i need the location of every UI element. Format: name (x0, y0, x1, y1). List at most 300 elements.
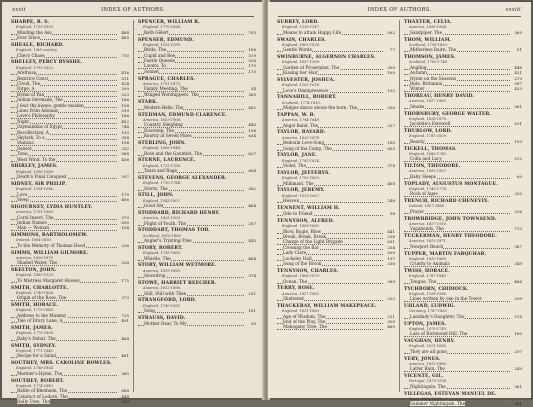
poem-row (277, 211, 395, 216)
poem-page-number: 166 (121, 113, 129, 119)
poem-title: Beth Gêlert (144, 29, 169, 35)
poem-title: Hymn on the Seasons (410, 75, 457, 81)
author-dates: England, 1670-1749. (409, 326, 448, 331)
poem-title: Country Sleighing (144, 122, 183, 128)
index-column (11, 20, 129, 405)
poem-title: Jacobite's Farewell (410, 121, 451, 127)
poem-title: Ode to Friend (283, 211, 313, 217)
index-column (138, 20, 256, 394)
poem-page-number: 250 (514, 191, 522, 197)
poem-title: Smoke (410, 103, 425, 109)
author-dates: America, 1827-1916. (409, 221, 448, 226)
poem-title: Love (17, 191, 28, 197)
poem-title: Kearny at Seven Pines (144, 133, 192, 139)
author-dates: England, 1810-1889. (409, 256, 448, 261)
author-entry (404, 234, 522, 249)
poem-row (404, 279, 522, 284)
poem-row (277, 163, 395, 168)
author-dates: England, 1811-1863. (282, 309, 321, 314)
poem-page-number: 511 (121, 75, 129, 81)
author-entry (138, 38, 256, 75)
poem-title: Locksley Hall (283, 255, 312, 261)
poem-row (138, 238, 256, 243)
poem-page-number: 256 (514, 208, 522, 214)
poem-page-number: 211 (387, 313, 395, 319)
poem-page-number: 251 (248, 290, 256, 296)
poem-title: Autumn (410, 70, 427, 76)
author-name: TICKELL, THOMAS. (404, 146, 457, 152)
poem-row (138, 256, 256, 261)
poem-row (404, 261, 522, 266)
poem-row (404, 401, 522, 406)
author-name: SMITH, SYDNEY. (11, 343, 57, 349)
author-name: VAUGHAN, HENRY. (404, 339, 455, 345)
poem-row (404, 121, 522, 126)
author-entry (404, 339, 522, 354)
poem-page-number: 361 (514, 383, 522, 389)
poem-row (404, 209, 522, 214)
poem-page-number: 725 (121, 312, 129, 318)
author-dates: England, 1740-1778. (409, 186, 448, 191)
poem-row (11, 197, 129, 202)
author-entry (11, 60, 129, 162)
poem-page-number: 406 (121, 197, 129, 203)
poem-row (138, 92, 256, 97)
author-dates: England, 1713-1768. (143, 163, 182, 168)
author-dates: America, 1813-1871. (409, 239, 448, 244)
poem-row (277, 88, 395, 93)
poem-title: Age of Wisdom, The (283, 313, 326, 319)
page-number: xxxiii (505, 7, 521, 13)
author-entry (11, 43, 129, 58)
author-entry (404, 304, 522, 319)
poem-page-number: 484 (121, 29, 129, 35)
author-name: TENNYSON, ALFRED. (277, 218, 335, 224)
poem-title: Vagabonds, The (410, 226, 444, 232)
author-dates: England, 1780-1855. (143, 303, 182, 308)
poem-title: Whistle, The (144, 255, 171, 261)
author-name: TUPPER, MARTIN FARQUHAR. (404, 251, 487, 257)
poem-title: Love's Philosophy (17, 113, 55, 119)
poem-title: Winter (410, 86, 425, 92)
poem-page-number: 373 (121, 295, 129, 301)
poem-page-number: 695 (121, 219, 129, 225)
poem-page-number: 194 (121, 140, 129, 146)
poem-page-number: 297 (514, 348, 522, 354)
poem-page-number: 631 (387, 239, 395, 245)
author-entry (138, 20, 256, 35)
poem-title: Storm, The (144, 185, 168, 191)
poem-page-number: 382 (248, 185, 256, 191)
author-entry (277, 269, 395, 284)
poem-title: Still, Still with Thee (144, 290, 187, 296)
author-entry (11, 205, 129, 231)
poem-title: Tears and Rage (144, 168, 178, 174)
author-entry (404, 322, 522, 337)
poem-title: Doorstep, The (144, 127, 175, 133)
author-entry (11, 303, 129, 324)
poem-title: Shaded Water, The (17, 260, 58, 266)
index-column (404, 20, 522, 407)
author-entry (277, 171, 395, 186)
poem-title: Tale of Drury Lane, A (17, 318, 63, 324)
poem-title: Cloud, The (17, 80, 41, 86)
poem-page-number: 104 (121, 225, 129, 231)
author-name: SHARPE, R. S. (11, 20, 50, 25)
author-entry (404, 269, 522, 284)
poem-row (404, 174, 522, 179)
author-entry (404, 38, 522, 53)
author-entry (277, 78, 395, 93)
page-header (278, 6, 521, 17)
poem-page-number: 655 (387, 145, 395, 151)
author-name: SHEALE, RICHARD. (11, 42, 64, 48)
author-dates: England, 1828-1876. (409, 116, 448, 121)
poem-title: Song of the Brook (283, 261, 322, 267)
author-entry (138, 100, 256, 111)
poem-title: Modern Belle, The (144, 104, 184, 110)
poem-page-number: 299 (121, 86, 129, 92)
author-entry (404, 164, 522, 179)
poem-title: Rule, Britannia (410, 80, 443, 86)
poem-page-number: 59 (250, 321, 256, 327)
author-entry (404, 199, 522, 214)
author-name: SPRAGUE, CHARLES. (138, 76, 196, 82)
author-dates: England, 1563-1618. (282, 83, 321, 88)
author-entry (11, 233, 129, 248)
poem-title: To Mistress Margaret Hussey (17, 277, 80, 283)
poem-page-number: 466 (514, 278, 522, 284)
poem-row (277, 324, 395, 329)
author-dates: America, 1835-1907. (409, 169, 448, 174)
author-dates: America, 1819-1895. (143, 268, 182, 273)
author-entry (404, 20, 522, 35)
poem-page-number: 193 (514, 138, 522, 144)
poem-page-number: 443 (248, 238, 256, 244)
author-name: STORY, ROBERT. (138, 245, 183, 251)
author-name: STEVENS, GEORGE ALEXANDER. (138, 175, 227, 181)
author-dates: England, 1781-1829. (409, 134, 448, 139)
author-name: TRENCH, RICHARD CHENEVIX. (404, 199, 490, 205)
poem-page-number: 336 (387, 261, 395, 267)
author-entry (277, 206, 395, 217)
poem-page-number: 193 (121, 129, 129, 135)
poem-page-number: 482 (248, 104, 256, 110)
author-name: SWAIN, CHARLES. (277, 37, 327, 43)
author-dates: England, 1621-1695. (409, 344, 448, 349)
poem-row (11, 260, 129, 265)
author-entry (11, 379, 129, 405)
author-dates: America, 1836-1894. (409, 25, 448, 30)
poem-page-number: 444 (121, 393, 129, 399)
author-dates: England, 1771-1845. (16, 348, 55, 353)
author-dates: Germany, 1787-1862. (409, 309, 449, 314)
poem-page-number: 236 (121, 242, 129, 248)
poem-row (11, 295, 129, 300)
poem-title: Lines from Adonais (17, 107, 59, 113)
poem-title: Battle of Blenheim, The (17, 388, 68, 394)
author-dates: England, 1596-1666. (16, 169, 55, 174)
author-name: VILLEGAS, ESTEVAN MANUEL DE. (404, 391, 497, 397)
poem-page-number: 688 (121, 388, 129, 394)
poem-page-number: 300 (387, 64, 395, 70)
author-name: STORY, WILLIAM WETMORE. (138, 263, 217, 269)
poem-title: Arethusa (17, 70, 37, 76)
poem-page-number: 710 (121, 52, 129, 58)
author-entry (404, 94, 522, 109)
poem-title: Mariner's Hymn, The (17, 370, 63, 376)
author-entry (138, 176, 256, 191)
poem-page-number: 433 (514, 86, 522, 92)
author-entry (138, 141, 256, 156)
author-entry (11, 182, 129, 203)
poem-title: Time (17, 151, 28, 157)
author-dates: America, 1813-1880. (409, 361, 448, 366)
author-name: TENNYSON, CHARLES. (277, 268, 339, 274)
poem-title: Break, Break, Break (283, 234, 327, 240)
author-entry (138, 113, 256, 139)
poem-row (404, 349, 522, 354)
poem-page-number: 481 (121, 353, 129, 359)
page-title: INDEX OF AUTHORS. (101, 7, 165, 13)
poem-title: I fear thy kisses, gentle maiden (17, 102, 84, 108)
poem-title: Milkmaid, The (283, 180, 314, 186)
author-name: STRANGFORD, LORD. (138, 298, 197, 304)
poem-row (138, 308, 256, 313)
poem-title: Ozymandias of Egypt (17, 124, 63, 130)
author-name: THOMSON, JAMES. (404, 55, 456, 60)
poem-title: To the Memory of Thomas Hood (17, 242, 86, 248)
poem-page-number: 469 (387, 324, 395, 330)
poem-title: Colin and Lucy (410, 156, 442, 162)
author-entry (277, 286, 395, 301)
poem-row (11, 399, 129, 404)
poem-title: Gentle Words (283, 47, 312, 53)
poem-title: Faerie Queene (144, 58, 176, 64)
poem-page-number: 441 (387, 228, 395, 234)
author-dates: England, 1783-1824. (282, 158, 321, 163)
poem-row (11, 336, 129, 341)
author-entry (138, 246, 256, 261)
author-dates: England, 1554-1586. (16, 187, 55, 192)
poem-page-number: 181 (248, 308, 256, 314)
poem-title: Indian Names (17, 219, 47, 225)
author-name: THACKERAY, WILLIAM MAKEPEACE. (277, 303, 377, 309)
poem-title: Sleep (17, 197, 29, 203)
poem-title: Dirge, A (17, 86, 35, 92)
poem-page-number: 51 (516, 47, 522, 53)
author-dates: England, 1809-1892. (282, 224, 321, 229)
poem-title: Minding the Ass (17, 29, 52, 35)
author-entry (404, 357, 522, 372)
poem-row (11, 353, 129, 358)
page-number: xxxii (12, 7, 26, 13)
author-entry (11, 268, 129, 283)
author-name: SHIRLEY, JAMES. (11, 164, 58, 170)
poem-row (404, 366, 522, 371)
poem-row (11, 371, 129, 376)
poem-title: Newport Beach (410, 243, 444, 249)
author-dates: America, 1825-1903. (143, 216, 182, 221)
poem-title: Mahogany Tree, The (283, 324, 327, 330)
author-name: TENNENT, WILLIAM H. (277, 205, 340, 211)
poem-row (404, 314, 522, 319)
poem-page-number: 744 (121, 124, 129, 130)
author-entry (277, 55, 395, 76)
poem-page-number: 222 (387, 296, 395, 302)
poem-row (404, 226, 522, 231)
poem-row (11, 318, 129, 323)
poem-page-number: 491 (121, 318, 129, 324)
poem-title: Kissing her Hair (283, 70, 318, 76)
poem-page-number: 365 (514, 29, 522, 35)
author-name: SIDNEY, SIR PHILIP. (11, 181, 67, 187)
author-dates: England, 1803-1874. (282, 42, 321, 47)
poem-row (277, 146, 395, 151)
poem-page-number: 446 (514, 64, 522, 70)
poem-page-number: 519 (248, 52, 256, 58)
author-entry (138, 193, 256, 208)
author-name: THURLOW, LORD. (404, 129, 453, 135)
author-dates: England, 1543-1607. (143, 198, 182, 203)
poem-title: Bride, The (144, 47, 167, 53)
poem-page-number: 287 (248, 220, 256, 226)
author-entry (404, 129, 522, 144)
poem-title: Lovers, To (144, 63, 166, 69)
poem-row (404, 244, 522, 249)
poem-title: Charge of the Light Brigade (283, 239, 343, 245)
author-entry (11, 286, 129, 301)
poem-page-number: 158 (121, 102, 129, 108)
poem-page-number: 485 (121, 35, 129, 41)
author-dates: Scotland, 1774-1810. (282, 100, 321, 105)
poem-title: Beauty (410, 138, 425, 144)
author-name: SURREY, LORD. (277, 20, 319, 25)
author-dates: England, 1837-1909. (282, 60, 321, 65)
author-name: STEDMAN, EDMUND CLARENCE. (138, 112, 228, 118)
author-entry (404, 217, 522, 232)
poem-page-number: 518 (514, 313, 522, 319)
poem-page-number: 379 (121, 214, 129, 220)
author-entry (11, 20, 129, 41)
poem-title: End of the Play, The (283, 318, 326, 324)
poem-row (277, 47, 395, 52)
poem-page-number: 402 (121, 118, 129, 124)
poem-title: Rose and the Gauntlet, The (144, 150, 203, 156)
author-name: TILTON, THEODORE. (404, 164, 461, 170)
poem-title: Snowdrop (144, 273, 166, 279)
author-entry (277, 95, 395, 110)
poem-page-number: 361 (514, 401, 522, 407)
author-name: STRAUSS, DAVID. (138, 315, 186, 321)
poem-title: Good Ale (144, 203, 164, 209)
poem-title: Stanzas (17, 140, 34, 146)
poem-title: Ocean, The (283, 278, 308, 284)
poem-page-number: 526 (248, 58, 256, 64)
poem-page-number: 188 (248, 47, 256, 53)
author-dates: America, 1791-1865. (16, 210, 55, 215)
author-dates: America, 1827-1892. (282, 291, 321, 296)
author-name: THAXTER, CELIA. (404, 20, 452, 25)
poem-row (11, 35, 129, 40)
author-dates: Ireland, 1807-1886. (409, 204, 446, 209)
author-dates: Scotland, 1799-1850. (409, 42, 448, 47)
poem-title: Man — Woman (17, 225, 50, 231)
author-name: THOREAU, HENRY DAVID. (404, 94, 475, 100)
author-dates: Scotland, 1700-1748. (409, 60, 448, 65)
poem-title: Violet, The (283, 163, 306, 169)
author-name: TYCHBORN, CHIDIOCK. (404, 286, 469, 292)
author-name: STODDART, THOMAS TOD. (138, 228, 210, 234)
author-dates: England, 1774-1843. (16, 383, 55, 388)
poem-title: Bedouin Love-Song (283, 140, 325, 146)
poem-title: Lady Clare (283, 250, 307, 256)
author-entry (404, 374, 522, 389)
poem-title: Cruelty to Animals (410, 261, 450, 267)
column-rule (399, 20, 400, 392)
author-name: VERY, JONES. (404, 356, 441, 362)
author-entry (404, 147, 522, 162)
author-entry (404, 182, 522, 197)
author-name: TAYLOR, JANE. (277, 153, 318, 159)
poem-page-number: 170 (248, 63, 256, 69)
poem-page-number: 298 (387, 234, 395, 240)
poem-row (404, 30, 522, 35)
author-name: TAPPAN, W. B. (277, 112, 316, 118)
column-rule (133, 20, 134, 392)
poem-page-number: 152 (387, 87, 395, 93)
author-dates: England, 1787-1849. (409, 274, 448, 279)
author-dates: America, 1812-1896. (143, 286, 182, 291)
poem-row (404, 296, 522, 301)
poem-title: Means to attain Happy Life (283, 29, 342, 35)
author-dates: England, 1808-1879. (282, 274, 321, 279)
poem-page-number: 54 (250, 86, 256, 92)
poem-title: Sonnet (144, 68, 159, 74)
author-entry (138, 228, 256, 243)
poem-page-number: 365 (248, 91, 256, 97)
poem-title: Prayer (410, 208, 425, 214)
author-dates: England, 1806-1844. (143, 146, 182, 151)
poem-title: They are all gone (410, 348, 447, 354)
poem-page-number: 634 (248, 133, 256, 139)
poem-row (277, 279, 395, 284)
poem-title: Origin of the Rose, The (17, 295, 67, 301)
poem-row (277, 123, 395, 128)
author-name: SWINBURNE, ALGERNON CHARLES. (277, 55, 376, 60)
poem-page-number: 604 (248, 168, 256, 174)
author-name: TWISS, HORACE. (404, 269, 450, 275)
poem-page-number: 197 (387, 255, 395, 261)
poem-page-number: 374 (248, 273, 256, 279)
poem-page-number: 77 (389, 47, 395, 53)
author-name: UHLAND, LUDWIG. (404, 304, 456, 310)
poem-title: Mother Dear, To My (144, 321, 187, 327)
poem-page-number: 591 (514, 121, 522, 127)
author-dates: England, 1775-1839. (16, 331, 55, 336)
poem-title: Angling (410, 64, 427, 70)
poem-title: Address to the Mummy (17, 312, 67, 318)
author-entry (404, 112, 522, 127)
author-dates: England, 1759-1835. (16, 25, 55, 30)
poem-page-number: 512 (514, 156, 522, 162)
poem-page-number: 330 (387, 105, 395, 111)
poem-row (404, 139, 522, 144)
author-dates: America, 1794-1849. (282, 118, 321, 123)
poem-row (277, 296, 395, 301)
poem-page-number: 421 (514, 70, 522, 76)
author-name: TAYLOR, JEFFERYS. (277, 170, 330, 176)
